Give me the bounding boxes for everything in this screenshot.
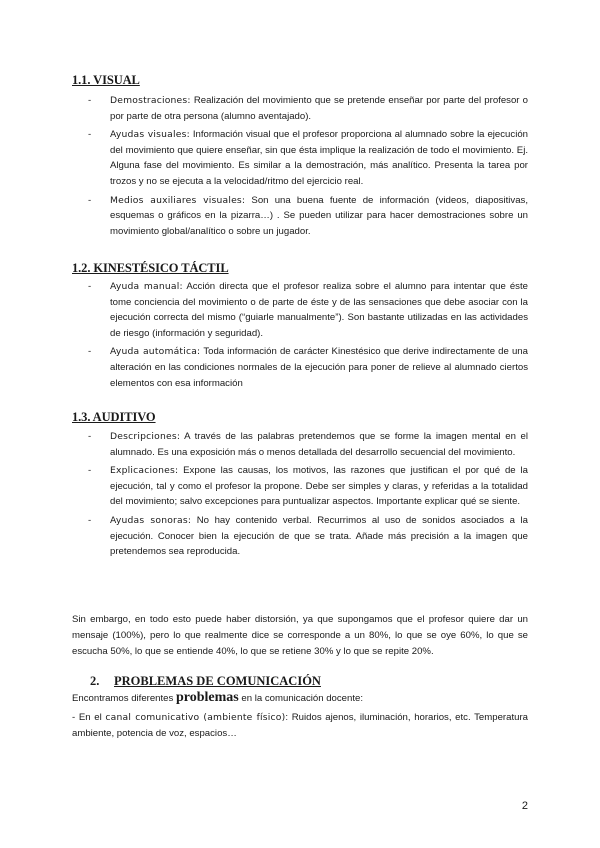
list-visual: [88, 93, 528, 242]
term: Explicaciones:: [110, 465, 179, 477]
term: canal comunicativo (ambiente físico): [105, 712, 286, 723]
section-number: 2.: [90, 674, 100, 688]
heading-auditivo: 1.3. AUDITIVO: [72, 410, 156, 424]
list-item: - Demostraciones: Realización del movimiento que se pretende enseñar por parte del profesor o por parte de otra persona (alumno aventajado).: [88, 95, 528, 122]
heading-kinestesico: 1.2. KINESTÉSICO TÁCTIL: [72, 261, 229, 275]
page-number: 2: [521, 800, 528, 812]
section-2-heading: [90, 674, 321, 689]
canal-paragraph: - En el canal comunicativo (ambiente físico): Ruidos ajenos, iluminación, horarios, etc. Temperatura ambiente, potencia de voz, espacios…: [72, 712, 528, 739]
term: Ayuda automática:: [110, 346, 201, 358]
term: Ayudas sonoras:: [110, 514, 192, 526]
term: Medios auxiliares visuales:: [110, 194, 246, 206]
list-item: - Ayudas sonoras: No hay contenido verbal. Recurrimos al uso de sonidos asociados a la ejecución. Conocer bien la ejecución de que se trata. Añade más precisión a la imagen que pretendemos sea reproducida.: [88, 514, 528, 558]
list-item: - Ayuda automática: Toda información de carácter Kinestésico que derive indirectamente de una alteración en las condiciones normales de la ejecución para poner de relieve al alumnado ciertos elementos con esa información: [88, 346, 528, 389]
term: Ayudas visuales:: [110, 129, 190, 141]
list-item: - Medios auxiliares visuales: Son una buena fuente de información (videos, diapositivas, esquemas o gráficos en la pizarra…) . Se pueden utilizar para hacer demostraciones sobre un movimiento global/analítico o sobre un jugador.: [88, 194, 528, 237]
term: Ayuda manual:: [110, 281, 183, 292]
distortion-paragraph: Sin embargo, en todo esto puede haber distorsión, ya que supongamos que el profesor quiere dar un mensaje (100%), pero lo que realmente dice se corresponde a un 80%, lo que se oye 60%, lo que se escucha 50%, lo que se entiende 40%, lo que se retiene 30% y lo que se repite 20%.: [72, 614, 528, 657]
problems-intro: Encontramos diferentes problemas en la comunicación docente:: [72, 690, 364, 705]
term: Demostraciones:: [110, 95, 191, 106]
list-item: - Descripciones: A través de las palabras pretendemos que se forme la imagen mental en el alumnado. Es una exposición más o menos detallada del desarrollo secuencial del movimiento.: [88, 431, 528, 458]
section-title: PROBLEMAS DE COMUNICACIÓN: [114, 674, 321, 688]
term: Descripciones:: [110, 431, 181, 442]
list-item: - Explicaciones: Expone las causas, los motivos, las razones que justifican el por qué de la ejecución, tal y como el profesor la propone. Debe ser simples y claras, y referidas a la totalidad del movimiento; salvo excepciones para puntualizar aspectos. Importante explicar qué se siente.: [88, 465, 528, 508]
list-item: - Ayudas visuales: Información visual que el profesor proporciona al alumnado sobre la ejecución del movimiento que quiere enseñar, sin que ésta implique la realización de todo el movimiento. Ej. Alguna fase del movimiento. Es similar a la demostración, más analítico. Presenta la tarea por trozos y no se ejecuta a la velocidad/ritmo del ejercicio real.: [88, 129, 528, 187]
problems-keyword: problemas: [176, 690, 239, 705]
list-item: - Ayuda manual: Acción directa que el profesor realiza sobre el alumno para intentar que éste tome conciencia del movimiento o de parte de éste y de las sensaciones que debe asociar con la ejecución correcta del mismo (“guiarle manualmente”). Son bastante utilizadas en las actividades de riesgo (información y seguridad).: [88, 281, 528, 339]
heading-visual: 1.1. VISUAL: [72, 73, 140, 87]
list-kinestesico: [88, 279, 528, 394]
list-auditivo: [88, 429, 528, 563]
